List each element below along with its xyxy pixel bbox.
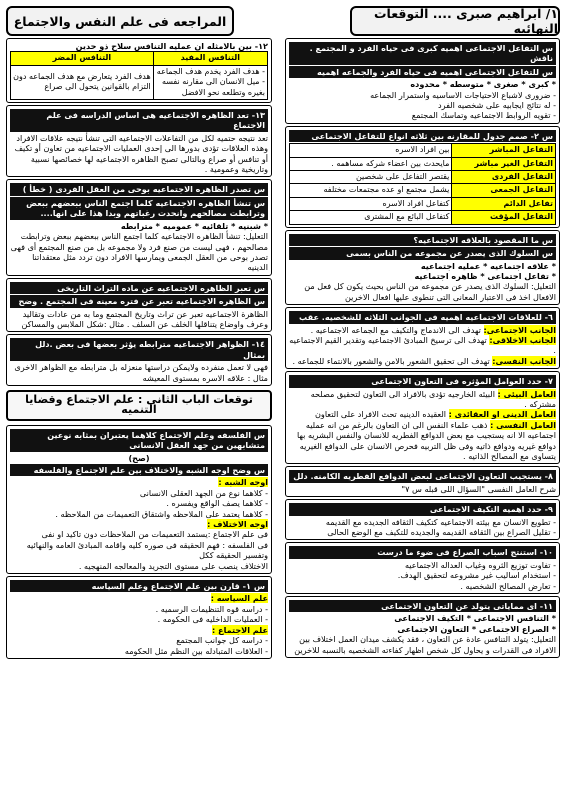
answer-point: - العلاقات المتبادله بين النظم مثل الحكومه xyxy=(124,645,268,656)
table-cell: هدف الفرد يتعارض مع هدف الجماعه دون التزام بالقوانين يتحول الى صراع xyxy=(11,65,154,99)
aspect-text: تهدف الى ترسيخ المبادئ الاجتماعيه وتقدير القيم الاجتماعيه . xyxy=(289,334,556,356)
answer-point: - ضرورى لاشباع الاحتياجات الاساسيه واستمرار الجماعه xyxy=(370,89,556,100)
question-text: ١٣- تعد الظاهره الاجتماعيه هى اساس الدراسه فى علم الاجتماع xyxy=(10,109,268,132)
question-block-19 xyxy=(6,425,272,574)
answer-point: - تقليل الصراع بين الثقافه القديمه والجديده للتكيف مع الوضع الحالى xyxy=(327,527,556,538)
answer-text: تعد نتيجه حتميه لكل من التفاعلات الاجتماعيه التى تنشأ نتيجه علاقات الافراد وهذه العلاقات تؤدى بدورها الى إحدى العمليات الاجتماعيه من تعاون أو تكيف أو تنافس أو صراع وبالتالى تصبح الظاهره الاجتماعيه لها خصائصها نسبية وتاريخية وعمومية . xyxy=(14,132,268,175)
table-cell: التفاعل الجمعى xyxy=(452,184,556,197)
factor-title: العامل النفسى : xyxy=(490,419,556,430)
subheading: اوجه الشبه : xyxy=(218,477,268,488)
question-text: س الفلسفه وعلم الاجتماع كلاهما يعتبران بمثابه نوعين متشابهين من جهد العقل الانسانى xyxy=(10,429,268,452)
question-text: ٦- للعلاقات الاجتماعيه اهميه فى الجوانب الثلاثه للشخصيه. عقب xyxy=(289,311,556,323)
table-cell: بين افراد الاسره xyxy=(290,144,452,157)
answer-point: - استخدام اساليب غير مشروعه لتحقيق الهدف. xyxy=(397,570,556,581)
aspect-title: الجانب الاخلاقى: xyxy=(489,334,556,345)
question-block-4 xyxy=(285,307,560,369)
question-block-12 xyxy=(6,38,272,103)
question-text: ١١- اى مماياتى يتولد عن التعاون الاجتماعى xyxy=(289,600,556,612)
table-row xyxy=(290,211,556,224)
question-text: س تنشأ الظاهره الاجتماعيه كلما اجتمع الناس ببعضهم ببعض وترابطت مصالحهم وانحدت رغباتهم وبدا هذا على انها.... xyxy=(10,197,268,220)
answer-point: - تفاوت توزيع الثروه وغياب العداله الاجتماعيه xyxy=(404,559,556,570)
question-block-2 xyxy=(285,126,560,228)
factor-text: العقيده الدينيه تحث الافراد على التعاون xyxy=(314,409,447,420)
question-text: س للتفاعل الاجتماعى اهميه فى حياه الفرد والجماعه اهميه xyxy=(289,66,556,78)
answer-point: - تطويع الانسان مع بيئته الاجتماعيه كتكيف الثقافه الجديده مع القديمه xyxy=(325,516,556,527)
question-text: س السلوك الذى يصدر عن مجموعه من الناس بسمى xyxy=(289,247,556,259)
answer-point: - كلاهما نوع من الجهد العقلى الانسانى xyxy=(139,487,268,498)
subheading: علم السياسه : xyxy=(210,593,268,604)
question-block-7 xyxy=(285,499,560,540)
table-row xyxy=(290,197,556,210)
question-text: ١٤- الظواهر الاجتماعيه مترابطه يؤثر بعضها فى بعض .دلل بمثال xyxy=(10,338,268,361)
left-column xyxy=(6,38,272,793)
question-text: ٩- حدد اهميه التكيف الاجتماعى xyxy=(289,503,556,515)
table-cell: يقتصر التفاعل على شخصين xyxy=(290,171,452,184)
table-header: التنافس المفيد xyxy=(153,52,267,65)
interaction-types-table xyxy=(289,143,556,224)
answer-point: الاختلاف ينصب على مستوى التجريد والمعالجه المنهجيه . xyxy=(78,560,268,571)
answer-point: شرح العامل النفسى "السؤال اللى قبله س ٧" xyxy=(401,483,556,494)
question-block-13 xyxy=(6,105,272,177)
question-text: س تعبر الظاهره الاجتماعيه عن ماده التراث التاريخى xyxy=(10,282,268,294)
table-header-row xyxy=(11,52,268,65)
question-block-5 xyxy=(285,371,560,464)
question-block-16 xyxy=(6,278,272,333)
table-cell: - هدف الفرد يخدم هدف الجماعه - ميل الانسان الى مقارنه نفسه بغيره وتطلعه نحو الافضل xyxy=(153,65,267,99)
table-cell: تفاعل الدائم xyxy=(452,197,556,210)
table-row xyxy=(290,171,556,184)
answer-point: فى الفلسفه : فهم الحقيقه فى صوره كليه واقامه المبادئ العامه والنهائيه وتفسير الحقيقه ككل xyxy=(26,539,268,561)
answer-point: - تقويه الروابط الاجتماعيه وتماسك المجتمع xyxy=(411,110,556,121)
answer-text: فهى لا تعمل منفرده ولايمكن دراستها منعزله بل مترابطه مع الظواهر الاخرى مثال : علاقه الاسره بمستوى المعيشه xyxy=(14,362,268,383)
question-label: س تصدر الظاهره الاجتماعيه بوحى من العقل الفردى xyxy=(55,184,265,195)
choice-options: * علاقه اجتماعيه * عمليه اجتماعيه xyxy=(420,260,556,271)
question-text: س ما المقصود بالعلاقه الاجتماعيه؟ xyxy=(289,234,556,246)
question-text: س التفاعل الاجتماعى اهميه كبرى فى حياه الفرد و المجتمع . ناقش xyxy=(289,42,556,65)
answer-point: - العمليات الداخليه فى الحكومه . xyxy=(157,614,268,625)
aspect-text: تهدف الى تحقيق الشعور بالامن والشعور بالانتماء للجماعه . xyxy=(292,355,490,366)
question-text: س ٢- صمم جدول للمقارنه بين ثلاثه انواع للتفاعل الاجتماعى xyxy=(289,130,556,142)
answer-point: - دراسه كل جوانب المجتمع xyxy=(176,635,268,646)
table-row xyxy=(290,144,556,157)
table-header: التنافس المضر xyxy=(11,52,154,65)
question-text xyxy=(10,183,268,195)
page-header-left: المراجعه فى علم النفس والاجتماع xyxy=(6,6,234,36)
question-text: ٨- يستجيب التعاون الاجتماعى لبعض الدوافع الفطريه الكامنه. دلل xyxy=(289,470,556,482)
answer-point: - كلاهما يعتمد على الملاحظه واشتقاق التعميمات من الملاحظه . xyxy=(55,508,268,519)
factor-title: العامل البيئى : xyxy=(497,388,556,399)
aspect-text: تهدف الى الاندماج والتكيف مع الجماعه الاجتماعيه . xyxy=(310,324,481,335)
competition-table xyxy=(10,51,268,100)
explanation: التعليل: السلوك الذى يصدر عن مجموعه من الناس بحيث يكون كل فعل من الافعال اخذ فى الاعتبار المعانى التى تنطوى عليها افعال الاخرين xyxy=(304,281,556,302)
answer-point: - له نتائج ايجابيه على شخصيه الفرد xyxy=(438,100,556,111)
question-block-21 xyxy=(6,576,272,659)
choice-options: * التنافس الاجتماعى * التكيف الاجتماعى xyxy=(394,613,556,624)
question-text: س الظاهره الاجتماعيه تعبر عن فتره معينه فى المجتمع . وضح xyxy=(10,295,268,307)
question-block-18 xyxy=(6,334,272,386)
factor-text: ذهب علماء النفس الى ان التعاون بالرغم من انه عمليه اجتماعيه الا انه يستجيب مع بعض الدوافع الفطريه للانسان والنفس البشريه بها دوافع غيريه ودوافع ذاتيه وفى ظل التربيه فحرص الانسان على الدوافع الغيريه يتساوى مع المصالح الذاتيه . xyxy=(296,419,556,461)
question-text: ١٠- استنتج اسباب الصراع فى ضوء ما درست xyxy=(289,546,556,558)
section-title: توقعات الباب الثانى : علم الاجتماع وقضايا التنميه xyxy=(6,390,272,421)
question-block-8 xyxy=(285,542,560,594)
answer-mark: (صح) xyxy=(128,452,150,463)
answer-point: - تعارض المصالح الشخصيه . xyxy=(460,580,556,591)
aspect-title: الجانب الاجتماعى: xyxy=(483,324,556,335)
table-row xyxy=(290,157,556,170)
explanation: التعليل: يتولد التنافس عادة عن التعاون ، فقد يكشف ميدان العمل اختلاف بين الافراد فى القدرات و يحاول كل شخص اظهار كفاءته الشخصيه بالنسبه للاخرين xyxy=(294,634,556,655)
answer-point: - كلاهما يصف الواقع ويفسره . xyxy=(166,498,268,509)
table-cell: يشمل مجتمع او عده مجتمعات مختلفه xyxy=(290,184,452,197)
table-row xyxy=(11,65,268,99)
answer-point: فى علم الاجتماع :يستمد التعميمات من الملاحظات دون تاكيد او نفى xyxy=(41,529,268,540)
factor-title: العامل الدينى او العقائدى : xyxy=(448,409,556,420)
question-text: ٧- حدد العوامل المؤثره فى التعاون الاجتماعى xyxy=(289,375,556,387)
question-block-6 xyxy=(285,466,560,497)
question-block-1 xyxy=(285,38,560,124)
answer-point: - دراسه قوه التنظيمات الرسميه . xyxy=(155,603,268,614)
table-cell: كتفاعل افراد الاسره xyxy=(290,197,452,210)
answer-text: الظاهرة الاجتماعيه تعبر عن تراث وتاريخ المجتمع وما به من عادات وتقاليد وعرف واوضاع يتناقلها الخلف عن السلف . مثال :شكل الملابس والمساكن xyxy=(21,308,268,329)
table-cell: التفاعل الغير مباشر xyxy=(452,157,556,170)
table-cell: مايحدث بين اعضاء شركه مساهمه . xyxy=(290,157,452,170)
table-row xyxy=(290,184,556,197)
question-block-9 xyxy=(285,596,560,658)
subheading: اوجه الاختلاف : xyxy=(207,519,268,530)
choice-options: * كبرى * صغرى * متوسطه * محدوده xyxy=(410,79,556,90)
choice-options: * الصراع الاجتماعى * التعاون الاجتماعى xyxy=(397,623,556,634)
answer-mark: ( خطأ ) xyxy=(22,184,53,195)
factor-text: البيئه الخارجيه تؤدى بالافراد الى التعاون لتحقيق مصلحه مشتركه . xyxy=(310,388,556,409)
table-cell: التفاعل الفردى xyxy=(452,171,556,184)
question-text: س وضح اوجه الشبه والاختلاف بين علم الاجتماع والفلسفه xyxy=(10,464,268,476)
question-text: س ١- قارن بين علم الاجتماع وعلم السياسه xyxy=(10,580,268,592)
aspect-title: الجانب النفسى: xyxy=(492,355,556,366)
choice-options: * شبنيه * تلقائيه * عموميه * مترابطه xyxy=(120,220,268,231)
explanation: التعليل: تنشأ الظاهره الاجتماعيه كلما اجتمع الناس ببعضهم ببعض وترابطت مصالحهم ، فهى ليست من صنع فرد ولا مجموعه بل من صنع المجتمع أى فهى تصدر بوحى من العقل الجمعى ويمارسها الافراد دون تردد مثل معتقداتنا الدينيه xyxy=(10,231,268,273)
choice-options: * تفاعل اجتماعى * ظاهره اجتماعيه xyxy=(414,270,556,281)
subheading: علم الاجتماع : xyxy=(212,624,268,635)
question-block-3 xyxy=(285,230,560,305)
table-cell: التفاعل المباشر xyxy=(452,144,556,157)
question-text: ١٢- بين بالامثله ان عمليه التنافس سلاح ذو حدين xyxy=(75,41,268,51)
right-column xyxy=(285,38,560,793)
table-cell: التفاعل المؤقت xyxy=(452,211,556,224)
question-block-14 xyxy=(6,179,272,275)
table-cell: كتفاعل البائع مع المشترى xyxy=(290,211,452,224)
page-header-right: ١/ ابراهيم صبرى .... التوقعات النهائيه xyxy=(350,6,560,36)
